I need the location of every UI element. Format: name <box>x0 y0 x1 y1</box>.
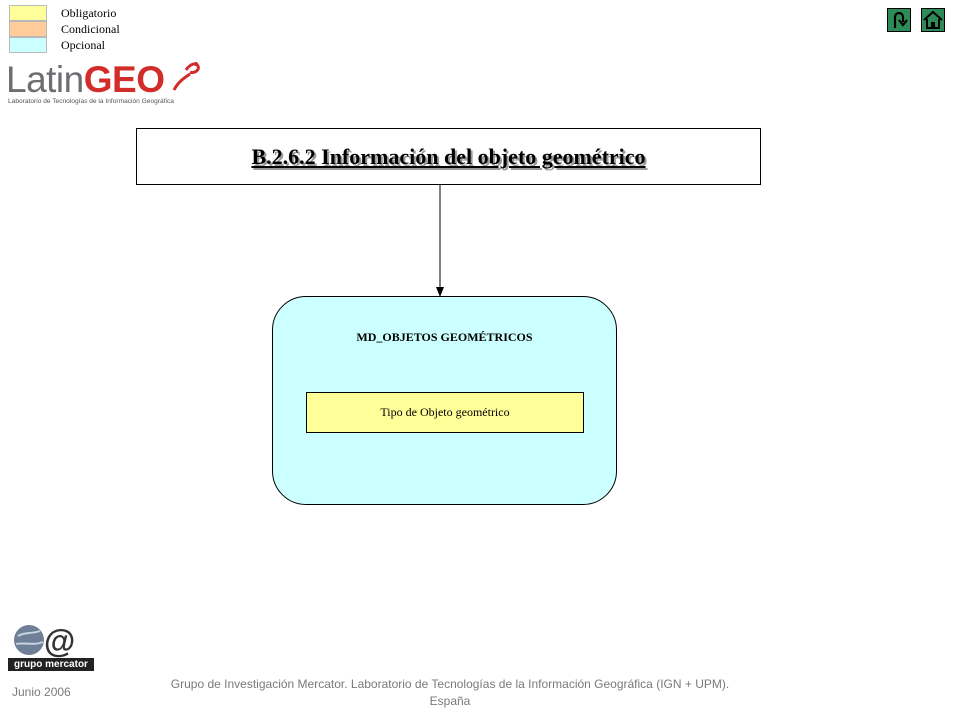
logo-word-accent: GEO <box>83 59 165 100</box>
logo-subtitle: Laboratorio de Tecnologías de la Información Geográfica <box>8 98 174 105</box>
mercator-label: grupo mercator <box>8 658 94 671</box>
legend-label: Obligatorio <box>61 6 117 20</box>
globe-at-icon <box>12 622 76 658</box>
footer-text <box>130 676 770 710</box>
logo-word-main: Latin <box>6 59 84 100</box>
attribute-box <box>306 392 584 433</box>
date-label: Junio 2006 <box>12 685 71 699</box>
footer-line-2: España <box>429 694 471 708</box>
legend-label: Opcional <box>61 38 105 52</box>
entity-name: MD_OBJETOS GEOMÉTRICOS <box>356 330 533 344</box>
footer-line-1: Grupo de Investigación Mercator. Laboratorio de Tecnologías de la Información Geográfica (IGN + UPM). <box>170 677 730 691</box>
diagram-title: B.2.6.2 Información del objeto geométrico <box>251 143 646 169</box>
attribute-label: Tipo de Objeto geométrico <box>380 405 510 419</box>
mercator-logo <box>8 622 98 678</box>
svg-text:@: @ <box>44 623 76 658</box>
legend-label: Condicional <box>61 22 120 36</box>
